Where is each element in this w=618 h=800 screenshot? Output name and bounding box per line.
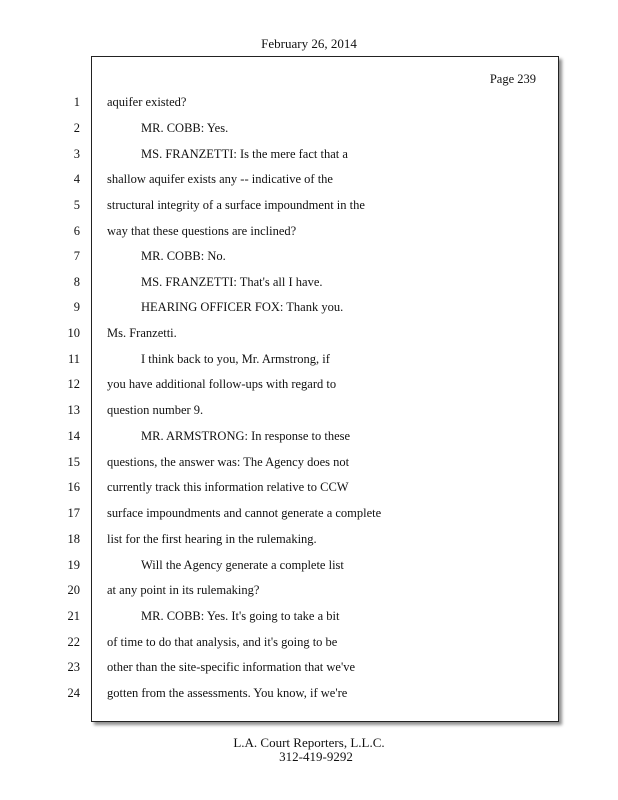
- line-text: MS. FRANZETTI: Is the mere fact that a: [141, 147, 348, 161]
- line-number: 15: [67, 455, 80, 469]
- line-number: 23: [67, 660, 80, 674]
- line-number: 8: [73, 275, 80, 289]
- line-text: surface impoundments and cannot generate a complete: [107, 506, 382, 520]
- line-number: 20: [67, 583, 80, 597]
- line-number: 3: [73, 147, 80, 161]
- line-number: 13: [67, 403, 80, 417]
- line-text: Will the Agency generate a complete list: [141, 558, 344, 572]
- line-number: 10: [67, 326, 80, 340]
- line-text: questions, the answer was: The Agency does not: [107, 455, 350, 469]
- line-number: 7: [73, 249, 80, 263]
- footer-phone: 312-419-9292: [279, 749, 353, 764]
- line-number: 19: [67, 558, 80, 572]
- line-text: other than the site-specific information that we've: [107, 660, 355, 674]
- line-number: 14: [67, 429, 80, 443]
- line-number: 6: [73, 224, 80, 238]
- line-text: currently track this information relative to CCW: [107, 480, 349, 494]
- line-number: 12: [67, 377, 80, 391]
- line-text: question number 9.: [107, 403, 204, 417]
- line-number: 5: [73, 198, 80, 212]
- line-number: 16: [67, 480, 80, 494]
- line-text: MR. COBB: Yes. It's going to take a bit: [141, 609, 340, 623]
- footer-company: L.A. Court Reporters, L.L.C.: [233, 735, 385, 750]
- line-text: aquifer existed?: [107, 95, 187, 109]
- line-text: at any point in its rulemaking?: [107, 583, 260, 597]
- line-text: HEARING OFFICER FOX: Thank you.: [141, 300, 344, 314]
- line-number: 11: [67, 352, 80, 366]
- line-text: gotten from the assessments. You know, if we're: [107, 686, 348, 700]
- line-number: 1: [73, 95, 80, 109]
- line-number: 9: [73, 300, 80, 314]
- line-number: 22: [67, 635, 80, 649]
- line-number: 21: [67, 609, 80, 623]
- line-text: shallow aquifer exists any -- indicative of the: [107, 172, 333, 186]
- line-number: 2: [73, 121, 80, 135]
- line-text: I think back to you, Mr. Armstrong, if: [141, 352, 330, 366]
- line-text: MS. FRANZETTI: That's all I have.: [141, 275, 323, 289]
- line-text: way that these questions are inclined?: [107, 224, 297, 238]
- line-number: 4: [73, 172, 80, 186]
- line-text: of time to do that analysis, and it's going to be: [107, 635, 338, 649]
- header-date: February 26, 2014: [261, 36, 357, 51]
- line-text: you have additional follow-ups with regard to: [107, 377, 337, 391]
- line-text: list for the first hearing in the rulemaking.: [107, 532, 317, 546]
- line-text: MR. COBB: Yes.: [141, 121, 229, 135]
- line-number: 24: [67, 686, 80, 700]
- line-text: MR. COBB: No.: [141, 249, 226, 263]
- line-text: Ms. Franzetti.: [107, 326, 177, 340]
- page-number: Page 239: [489, 72, 536, 86]
- line-text: MR. ARMSTRONG: In response to these: [141, 429, 351, 443]
- line-number: 18: [67, 532, 80, 546]
- line-number: 17: [67, 506, 80, 520]
- line-text: structural integrity of a surface impoundment in the: [107, 198, 365, 212]
